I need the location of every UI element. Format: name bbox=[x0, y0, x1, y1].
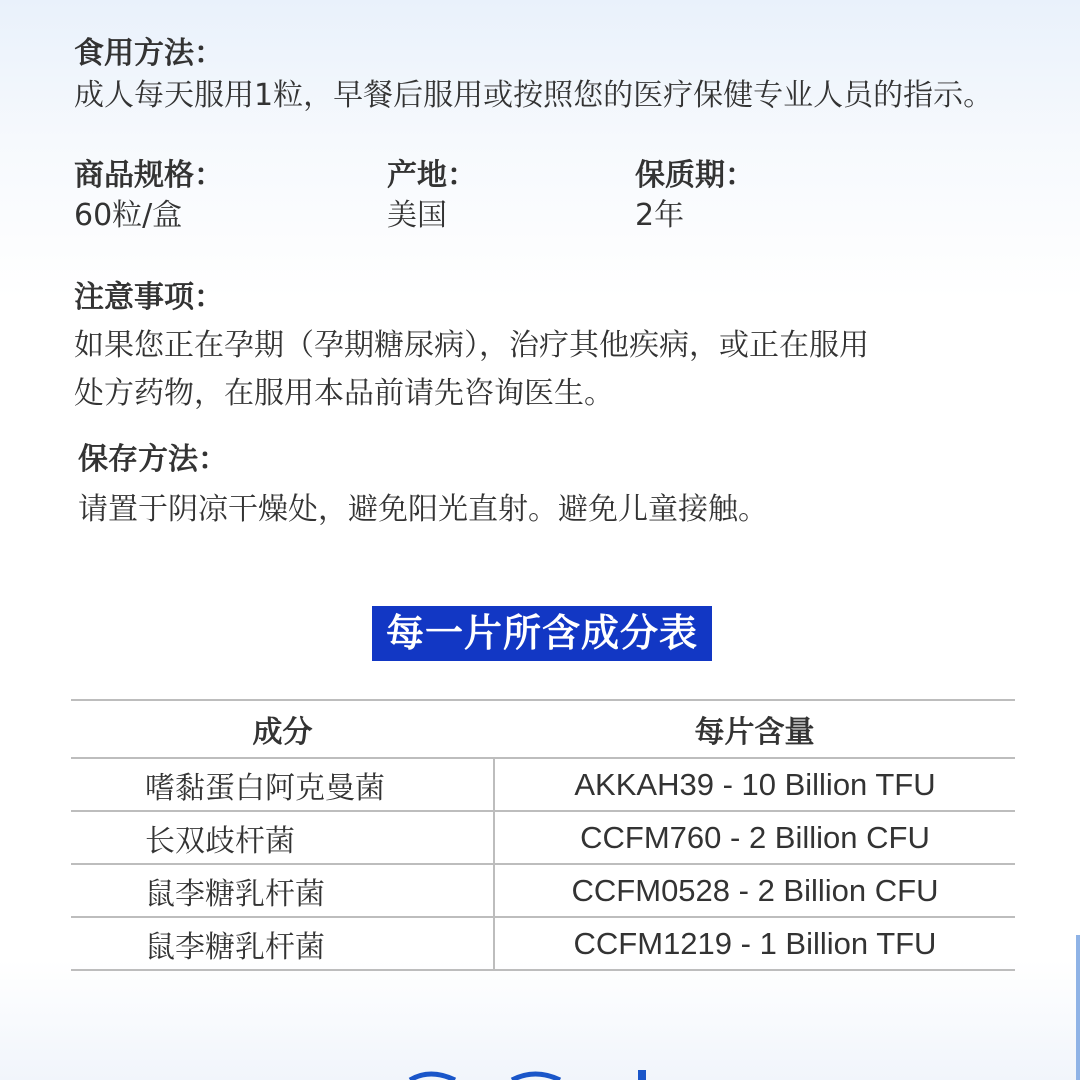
ingredient-name: 鼠李糖乳杆菌 bbox=[71, 864, 494, 917]
table-row bbox=[71, 917, 1015, 970]
table-row bbox=[71, 864, 1015, 917]
ingredient-name: 长双歧杆菌 bbox=[71, 811, 494, 864]
usage-section bbox=[74, 34, 993, 116]
column-header-amount: 每片含量 bbox=[494, 700, 1015, 758]
ingredient-amount: CCFM0528 - 2 Billion CFU bbox=[494, 864, 1015, 917]
caution-text-line-1: 如果您正在孕期（孕期糖尿病），治疗其他疾病，或正在服用 bbox=[74, 328, 869, 363]
origin-section bbox=[387, 156, 477, 236]
spec-label: 商品规格： bbox=[74, 158, 224, 193]
storage-section bbox=[78, 440, 768, 530]
ingredient-table bbox=[71, 699, 1015, 971]
caution-text-line-2: 处方药物，在服用本品前请先咨询医生。 bbox=[74, 376, 614, 411]
edge-decoration bbox=[1076, 935, 1080, 1080]
usage-text: 成人每天服用1粒，早餐后服用或按照您的医疗保健专业人员的指示。 bbox=[74, 78, 994, 113]
origin-label: 产地： bbox=[387, 158, 477, 193]
ingredient-name: 鼠李糖乳杆菌 bbox=[71, 917, 494, 970]
usage-label: 食用方法： bbox=[74, 36, 224, 71]
origin-value: 美国 bbox=[387, 198, 447, 233]
table-row bbox=[71, 758, 1015, 811]
spec-section bbox=[74, 156, 224, 236]
spec-value: 60粒/盒 bbox=[74, 198, 183, 233]
caution-label: 注意事项： bbox=[74, 280, 224, 315]
ingredient-table-title: 每一片所含成分表 bbox=[372, 606, 712, 661]
shelf-life-value: 2年 bbox=[635, 198, 685, 233]
table-header-row bbox=[71, 700, 1015, 758]
storage-text: 请置于阴凉干燥处，避免阳光直射。避免儿童接触。 bbox=[78, 492, 768, 527]
storage-label: 保存方法： bbox=[78, 442, 228, 477]
ingredient-amount: CCFM760 - 2 Billion CFU bbox=[494, 811, 1015, 864]
shelf-life-section bbox=[635, 156, 755, 236]
ingredient-amount: CCFM1219 - 1 Billion TFU bbox=[494, 917, 1015, 970]
column-header-ingredient: 成分 bbox=[71, 700, 494, 758]
ingredient-amount: AKKAH39 - 10 Billion TFU bbox=[494, 758, 1015, 811]
brand-logo-partial bbox=[400, 1068, 660, 1080]
shelf-life-label: 保质期： bbox=[635, 158, 755, 193]
caution-section bbox=[74, 278, 869, 414]
ingredient-name: 嗜黏蛋白阿克曼菌 bbox=[71, 758, 494, 811]
table-row bbox=[71, 811, 1015, 864]
